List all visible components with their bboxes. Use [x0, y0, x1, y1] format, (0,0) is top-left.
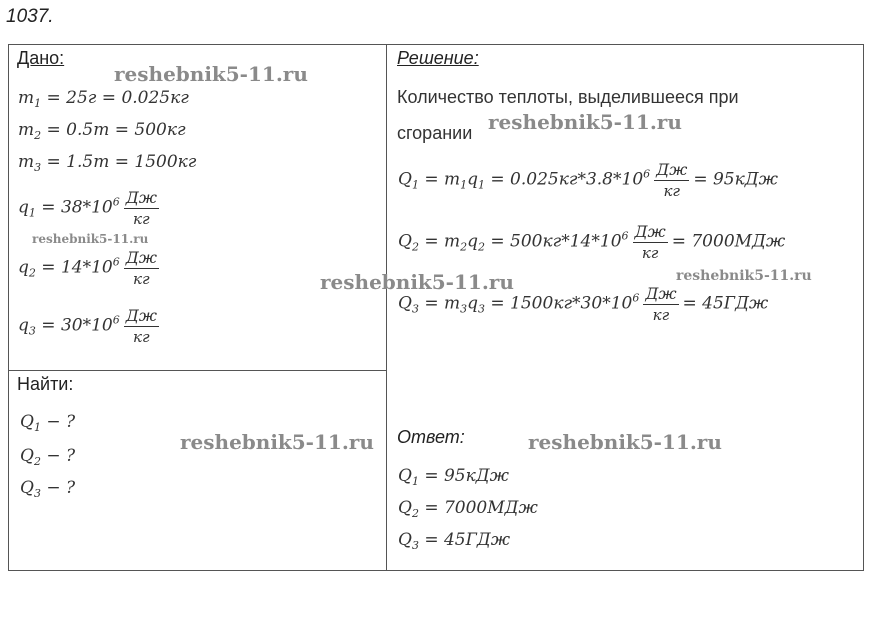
given-m3: $m_3 = 1.5т = 1500кг$	[18, 152, 197, 174]
given-m2: $m_2 = 0.5т = 500кг$	[18, 120, 186, 142]
given-m1: $m_1 = 25г = 0.025кг$	[18, 88, 189, 110]
watermark: reshebnik5-11.ru	[180, 430, 374, 454]
given-find-divider	[8, 370, 386, 371]
solution-header: Решение:	[397, 48, 479, 68]
watermark: reshebnik5-11.ru	[676, 268, 812, 284]
watermark: reshebnik5-11.ru	[114, 62, 308, 86]
answer-q1: $Q_1 = 95кДж$	[398, 466, 509, 488]
given-header: Дано:	[17, 48, 65, 68]
find-header: Найти:	[17, 374, 74, 394]
problem-number: 1037.	[6, 6, 54, 27]
solution-q2: $Q_2 = m_2q_2 = 500кг*14*10^6$ $\frac{Дж}{кг}$ = 7000МДж	[398, 222, 786, 262]
solution-text-line1: Количество теплоты, выделившееся при	[397, 87, 739, 107]
answer-q2: $Q_2 = 7000МДж$	[398, 498, 538, 520]
solution-q3: $Q_3 = m_3q_3 = 1500кг*30*10^6$ $\frac{Дж}{кг}$ = 45ГДж	[398, 284, 769, 324]
given-q2: $q_2 = 14*10^6$ $\frac{Дж}{кг}$	[18, 248, 157, 288]
find-q2: $Q_2$ − ?	[20, 446, 76, 468]
watermark: reshebnik5-11.ru	[320, 270, 514, 294]
solution-text-line2: сгорании	[397, 123, 473, 143]
watermark: reshebnik5-11.ru	[488, 110, 682, 134]
find-q1: $Q_1$ − ?	[20, 412, 76, 434]
answer-header: Ответ:	[397, 427, 465, 447]
solution-q1: $Q_1 = m_1q_1 = 0.025кг*3.8*10^6$ $\frac{Дж}{кг}$ = 95кДж	[398, 160, 778, 200]
given-q3: $q_3 = 30*10^6$ $\frac{Дж}{кг}$	[18, 306, 157, 346]
answer-q3: $Q_3 = 45ГДж$	[398, 530, 511, 552]
watermark: reshebnik5-11.ru	[528, 430, 722, 454]
column-divider	[386, 44, 387, 571]
given-q1: $q_1 = 38*10^6$ $\frac{Дж}{кг}$	[18, 188, 157, 228]
watermark: reshebnik5-11.ru	[32, 232, 149, 246]
find-q3: $Q_3$ − ?	[20, 478, 76, 500]
